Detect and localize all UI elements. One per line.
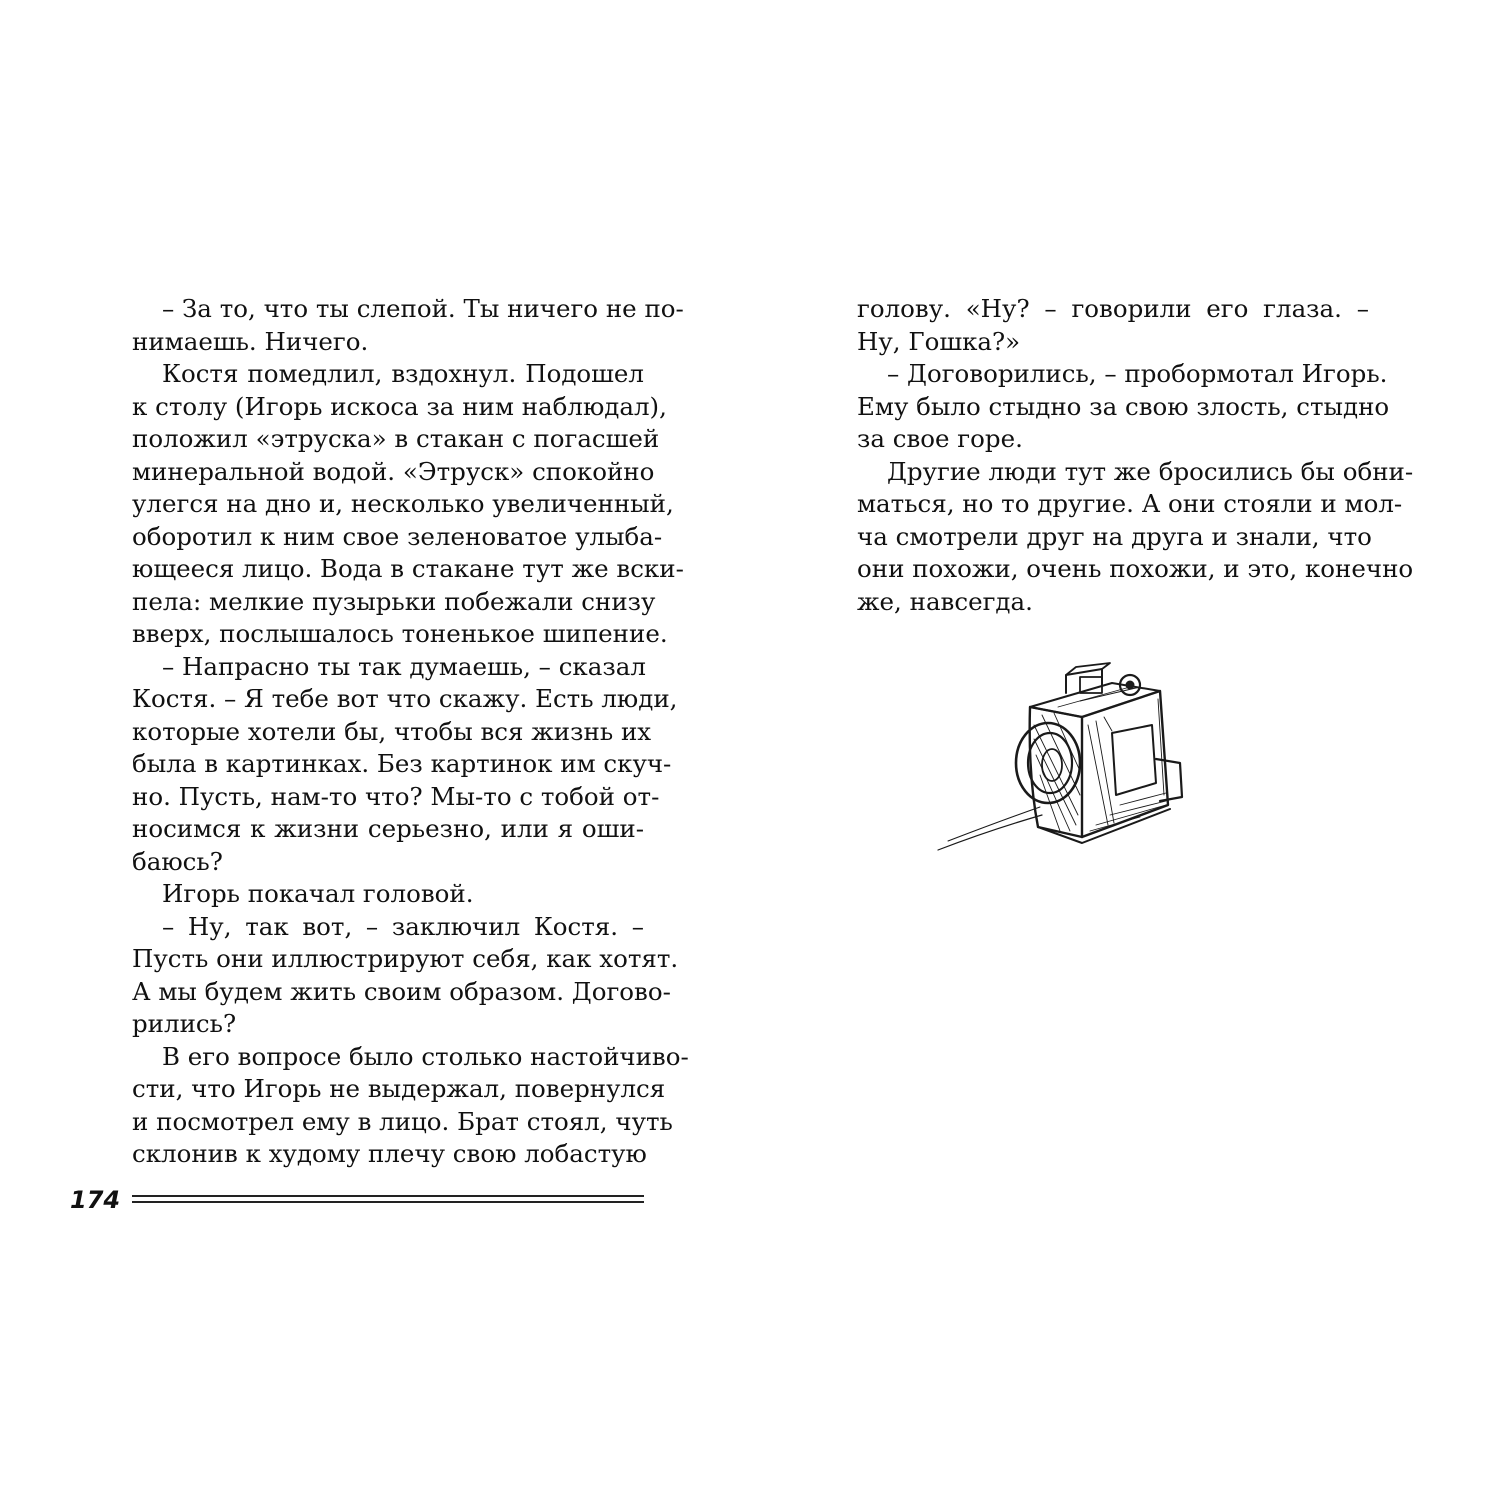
- left-text-column: [132, 293, 689, 1171]
- text-line: пела: мелкие пузырьки побежали снизу: [132, 586, 656, 616]
- text-line: но. Пусть, нам-то что? Мы-то с тобой от-: [132, 781, 660, 811]
- text-line: носимся к жизни серьезно, или я оши-: [132, 814, 644, 843]
- text-line: Ну, Гошка?»: [857, 326, 1021, 356]
- text-line: они похожи, очень похожи, и это, конечно: [857, 554, 1414, 583]
- text-line: положил «этруска» в стакан с погасшей: [132, 424, 660, 453]
- text-line: Игорь покачал головой.: [162, 879, 474, 908]
- text-line: Ему было стыдно за свою злость, стыдно: [857, 391, 1390, 421]
- page-number: 174: [70, 1186, 121, 1214]
- right-text-column: [857, 293, 1414, 618]
- text-line: маться, но то другие. А они стояли и мол-: [857, 489, 1403, 518]
- text-line: которые хотели бы, чтобы вся жизнь их: [132, 716, 652, 746]
- text-line: вверх, послышалось тоненькое шипение.: [132, 619, 668, 648]
- text-line: нимаешь. Ничего.: [132, 326, 369, 356]
- text-line: минеральной водой. «Этруск» спокойно: [132, 456, 655, 486]
- text-line: баюсь?: [132, 846, 223, 876]
- text-line: и посмотрел ему в лицо. Брат стоял, чуть: [132, 1106, 673, 1136]
- text-line: ющееся лицо. Вода в стакане тут же вски-: [132, 554, 684, 583]
- text-line: голову. «Ну? – говорили его глаза. –: [857, 294, 1369, 323]
- text-line: улегся на дно и, несколько увеличенный,: [132, 489, 674, 518]
- text-line: – За то, что ты слепой. Ты ничего не по-: [162, 294, 684, 323]
- text-line: к столу (Игорь искоса за ним наблюдал),: [132, 391, 667, 421]
- text-line: А мы будем жить своим образом. Догово-: [132, 976, 671, 1006]
- text-line: Пусть они иллюстрируют себя, как хотят.: [132, 944, 679, 973]
- text-line: склонив к худому плечу свою лобастую: [132, 1139, 647, 1168]
- text-line: была в картинках. Без картинок им скуч-: [132, 749, 672, 778]
- text-line: за свое горе.: [857, 424, 1023, 453]
- text-line: же, навсегда.: [857, 586, 1033, 616]
- text-line: ча смотрели друг на друга и знали, что: [857, 521, 1372, 551]
- text-line: В его вопросе было столько настойчиво-: [162, 1041, 689, 1071]
- movie-camera-sketch-icon: [930, 655, 1260, 865]
- text-line: – Ну, так вот, – заключил Костя. –: [162, 911, 644, 941]
- text-line: Костя. – Я тебе вот что скажу. Есть люди,: [132, 684, 678, 713]
- text-line: Другие люди тут же бросились бы обни-: [887, 456, 1414, 486]
- text-line: – Договорились, – пробормотал Игорь.: [887, 359, 1388, 388]
- text-line: сти, что Игорь не выдержал, повернулся: [132, 1074, 666, 1103]
- text-line: – Напрасно ты так думаешь, – сказал: [162, 651, 646, 681]
- text-line: оборотил к ним свое зеленоватое улыба-: [132, 521, 663, 551]
- text-line: рились?: [132, 1009, 237, 1038]
- footer-double-rule: [132, 1195, 644, 1204]
- text-line: Костя помедлил, вздохнул. Подошел: [162, 359, 644, 388]
